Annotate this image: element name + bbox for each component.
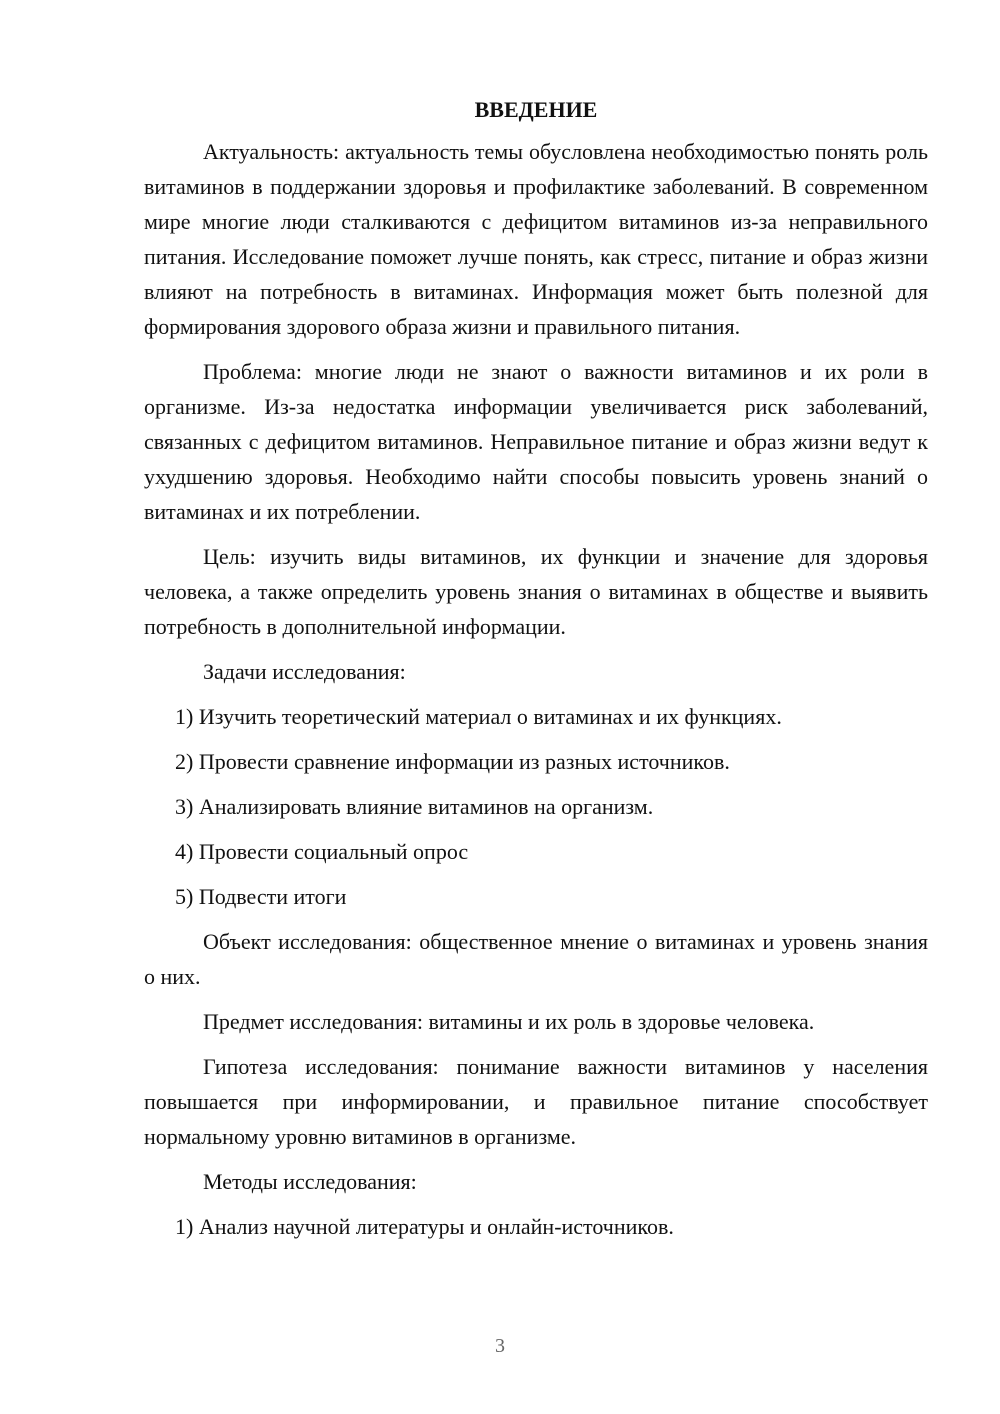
problem-paragraph: Проблема: многие люди не знают о важности витаминов и их роли в организме. Из-за недостатка информации увеличивается риск заболеваний, связанных с дефицитом витаминов. Неправильное питание и образ жизни ведут к ухудшению здоровья. Необходимо найти способы повысить уровень знаний о витаминах и их потреблении. <box>144 359 928 524</box>
methods-list <box>144 1209 928 1244</box>
hypothesis-paragraph: Гипотеза исследования: понимание важности витаминов у населения повышается при информировании, и правильное питание способствует нормальному уровню витаминов в организме. <box>144 1054 928 1149</box>
object-paragraph: Объект исследования: общественное мнение о витаминах и уровень знания о них. <box>144 929 928 989</box>
task-item: 1) Изучить теоретический материал о витаминах и их функциях. <box>175 704 782 729</box>
page-content <box>144 96 928 1254</box>
tasks-heading: Задачи исследования: <box>203 659 406 684</box>
tasks-list <box>144 699 928 914</box>
page-title: ВВЕДЕНИЕ <box>474 97 598 122</box>
goal-paragraph: Цель: изучить виды витаминов, их функции и значение для здоровья человека, а также определить уровень знания о витаминах в обществе и выявить потребность в дополнительной информации. <box>144 544 928 639</box>
relevance-paragraph: Актуальность: актуальность темы обусловлена необходимостью понять роль витаминов в поддержании здоровья и профилактике заболеваний. В современном мире многие люди сталкиваются с дефицитом витаминов из-за неправильного питания. Исследование поможет лучше понять, как стресс, питание и образ жизни влияют на потребность в витаминах. Информация может быть полезной для формирования здорового образа жизни и правильного питания. <box>144 139 928 339</box>
method-item: 1) Анализ научной литературы и онлайн-источников. <box>175 1214 674 1239</box>
task-item: 2) Провести сравнение информации из разных источников. <box>175 749 730 774</box>
task-item: 3) Анализировать влияние витаминов на организм. <box>175 794 654 819</box>
task-item: 4) Провести социальный опрос <box>175 839 469 864</box>
methods-heading: Методы исследования: <box>203 1169 417 1194</box>
task-item: 5) Подвести итоги <box>175 884 347 909</box>
subject-paragraph: Предмет исследования: витамины и их роль в здоровье человека. <box>203 1009 815 1034</box>
page-number: 3 <box>495 1335 505 1357</box>
